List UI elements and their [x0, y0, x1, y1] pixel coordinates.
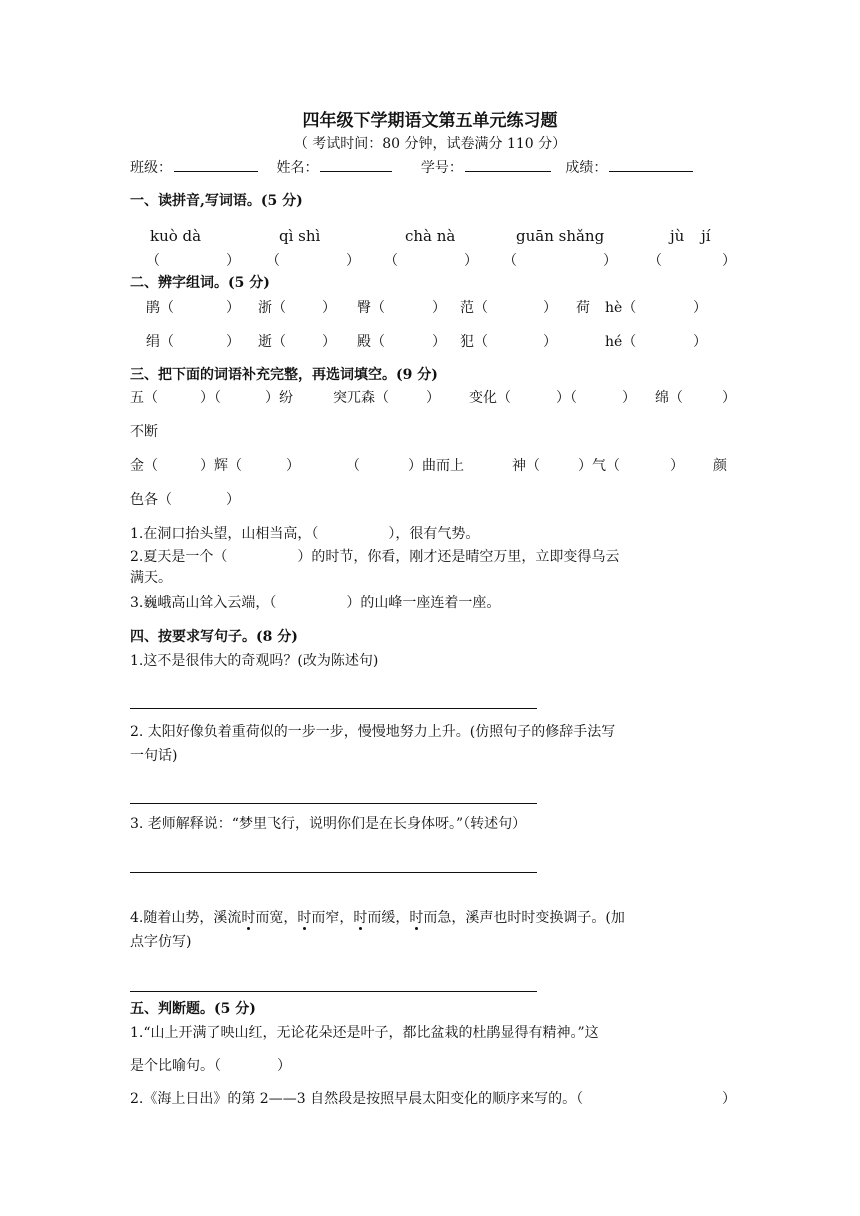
name-field[interactable]	[320, 157, 392, 172]
idiom-bianhua: 变化（	[469, 390, 511, 406]
q4-text: 4.随着山势，溪流	[130, 910, 242, 926]
paren-2-close: ）	[346, 253, 360, 269]
dotted-char: 时	[353, 910, 368, 926]
sentence-q1: 1.这不是很伟大的奇观吗？(改为陈述句)	[130, 653, 379, 669]
idiom-yan: 颜	[713, 458, 727, 474]
pinyin-1: kuò dà	[150, 227, 202, 245]
char-zhe: 浙（	[258, 300, 286, 316]
pinyin-he4: hè（	[605, 300, 637, 316]
paren-close: ）	[693, 300, 707, 316]
idiom-jin: 金（	[130, 458, 158, 474]
paren-close: ）	[322, 334, 336, 350]
paren-close: ）	[622, 390, 636, 406]
idiom-bianhua-mid: ）（	[556, 390, 577, 406]
idiom-mian-wrap: 不断	[130, 424, 158, 440]
paren-close: ）	[432, 300, 446, 316]
name-label: 姓名：	[276, 160, 319, 176]
char-juan-bird: 鹃（	[146, 300, 174, 316]
paren-3-open: （	[384, 253, 398, 269]
paren-close: ）	[432, 334, 446, 350]
class-label: 班级：	[130, 160, 172, 176]
paren-2-open: （	[266, 253, 280, 269]
fill-q2-line1: 2.夏天是一个（ ）的时节，你看，刚才还是晴空万里，立即变得乌云	[130, 549, 620, 565]
exam-subtitle: （ 考试时间：80 分钟，试卷满分 110 分）	[293, 136, 567, 152]
paren-close: ）	[543, 334, 557, 350]
q4-text: 而缓，	[367, 910, 410, 926]
paren-close: ）	[693, 334, 707, 350]
class-field[interactable]	[174, 157, 258, 172]
paren-close: ）	[286, 458, 300, 474]
sentence-q4-line2: 点字仿写)	[130, 934, 192, 950]
paren-close: ）	[670, 458, 684, 474]
page-title: 四年级下学期语文第五单元练习题	[302, 111, 558, 131]
paren-4-close: ）	[603, 253, 617, 269]
pinyin-he2: hé（	[605, 334, 637, 350]
idiom-mian: 绵（	[655, 390, 683, 406]
answer-line-1[interactable]	[130, 708, 537, 709]
char-tun: 臀（	[357, 300, 385, 316]
answer-line-4[interactable]	[130, 991, 537, 992]
idiom-wu-mid: ）（	[200, 390, 221, 406]
char-shi: 逝（	[258, 334, 286, 350]
paren-close: ）	[722, 390, 736, 406]
info-fields-row	[130, 157, 699, 177]
fill-q3: 3.巍峨高山耸入云端，（ ）的山峰一座连着一座。	[130, 595, 501, 611]
q4-text: 而急，溪声也时时变换调子。(加	[423, 910, 625, 926]
sentence-q4-line1	[130, 907, 625, 927]
paren-close: ）	[543, 300, 557, 316]
char-fan-crime: 犯（	[460, 334, 488, 350]
idiom-wu: 五（	[130, 390, 158, 406]
fill-q2-line2: 满天。	[130, 570, 172, 586]
answer-line-3[interactable]	[130, 872, 537, 873]
pinyin-3: chà nà	[405, 227, 456, 245]
idiom-yan-wrap: 色各（	[130, 492, 172, 508]
char-juan-silk: 绢（	[146, 334, 174, 350]
char-he: 荷	[576, 300, 590, 316]
student-id-label: 学号：	[420, 160, 463, 176]
paren-3-close: ）	[464, 253, 478, 269]
score-label: 成绩：	[565, 160, 608, 176]
section1-heading: 一、读拼音,写词语。(5 分)	[130, 193, 303, 209]
student-id-field[interactable]	[465, 157, 551, 172]
section5-heading: 五、判断题。(5 分)	[130, 1001, 256, 1017]
q4-text: 而窄，	[311, 910, 354, 926]
paren-close: ）	[426, 390, 440, 406]
char-dian: 殿（	[357, 334, 385, 350]
judge-q2-close: ）	[722, 1091, 736, 1107]
pinyin-2: qì shì	[279, 227, 321, 245]
idiom-qu-open: （	[346, 458, 360, 474]
pinyin-5: jù jí	[670, 227, 711, 245]
sentence-q3: 3. 老师解释说：“梦里飞行，说明你们是在长身体呀。”（转述句）	[130, 816, 527, 832]
idiom-shen-mid: ）气（	[578, 458, 620, 474]
paren-4-open: （	[503, 253, 517, 269]
idiom-wu-end: ）纷	[265, 390, 293, 406]
char-fan: 范（	[460, 300, 488, 316]
dotted-char: 时	[241, 910, 256, 926]
judge-q1-line1: 1.“山上开满了映山红，无论花朵还是叶子，都比盆栽的杜鹃显得有精神。”这	[130, 1025, 599, 1041]
paren-close: ）	[226, 492, 240, 508]
judge-q2: 2.《海上日出》的第 2——3 自然段是按照早晨太阳变化的顺序来写的。（	[130, 1091, 584, 1107]
sentence-q2-line1: 2. 太阳好像负着重荷似的一步一步，慢慢地努力上升。(仿照句子的修辞手法写	[130, 724, 616, 740]
paren-close: ）	[226, 334, 240, 350]
idiom-qu-end: ）曲而上	[408, 458, 464, 474]
idiom-jin-mid: ）辉（	[200, 458, 242, 474]
dotted-char: 时	[409, 910, 424, 926]
pinyin-4: guān shǎng	[516, 227, 605, 245]
fill-q1: 1.在洞口抬头望，山相当高，（ ），很有气势。	[130, 526, 480, 542]
score-field[interactable]	[609, 157, 693, 172]
section2-heading: 二、辨字组词。(5 分)	[130, 275, 270, 291]
dotted-char: 时	[297, 910, 312, 926]
idiom-shen: 神（	[512, 458, 540, 474]
paren-close: ）	[322, 300, 336, 316]
judge-q1-line2: 是个比喻句。（ ）	[130, 1058, 291, 1074]
q4-text: 而宽，	[255, 910, 298, 926]
paren-1-close: ）	[226, 253, 240, 269]
section4-heading: 四、按要求写句子。(8 分)	[130, 629, 298, 645]
paren-1-open: （	[146, 253, 160, 269]
idiom-tuwu: 突兀森（	[333, 390, 389, 406]
answer-line-2[interactable]	[130, 803, 537, 804]
section3-heading: 三、把下面的词语补充完整，再选词填空。(9 分)	[130, 367, 438, 383]
sentence-q2-line2: 一句话)	[130, 748, 178, 764]
paren-5-open: （	[648, 253, 662, 269]
paren-close: ）	[226, 300, 240, 316]
paren-5-close: ）	[722, 253, 736, 269]
